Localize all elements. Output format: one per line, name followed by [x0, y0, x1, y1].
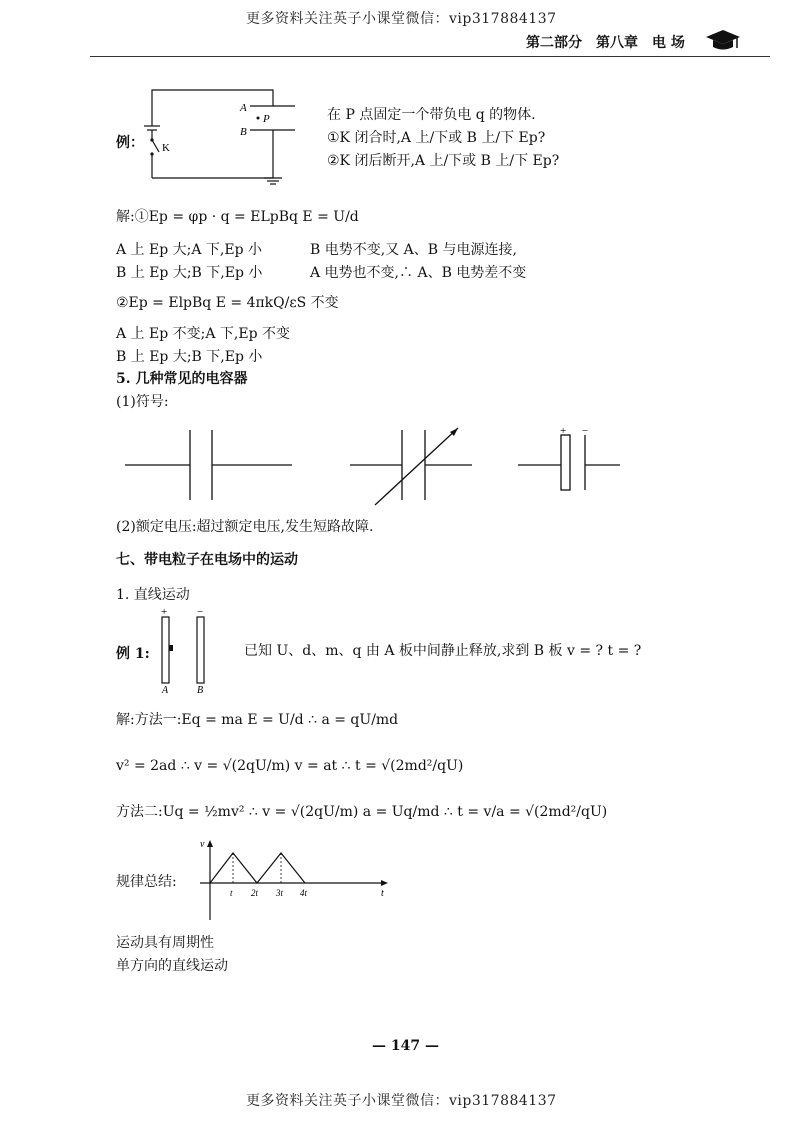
example1-question: 已知 U、d、m、q 由 A 板中间静止释放,求到 B 板 v = ? t = ? — [244, 643, 642, 659]
solution0-l2r: A 电势也不变,∴ A、B 电势差不变 — [310, 265, 527, 281]
watermark-bottom: 更多资料关注英子小课堂微信：vip317884137 — [246, 1093, 557, 1109]
solution1-m1: 解:方法一:Eq = ma E = U/d ∴ a = qU/md — [116, 712, 399, 728]
circuit-diagram — [140, 88, 290, 188]
section7-heading: 七、带电粒子在电场中的运动 — [116, 552, 298, 568]
graph-x-axis-label: t — [381, 888, 384, 899]
solution1-m1b: v² = 2ad ∴ v = √(2qU/m) v = at ∴ t = √(2md²/qU) — [116, 758, 464, 774]
section5-rated: (2)额定电压:超过额定电压,发生短路故障. — [116, 519, 374, 535]
circuit-label-a: A — [240, 102, 247, 114]
header-title: 电 场 — [652, 35, 685, 51]
section5-heading: 5. 几种常见的电容器 — [116, 371, 248, 387]
capacitor-minus: − — [582, 425, 589, 437]
plates-diagram — [155, 605, 215, 695]
example0-q1: 在 P 点固定一个带负电 q 的物体. — [327, 107, 536, 123]
header-rule — [90, 56, 770, 57]
section5-symbol-label: (1)符号: — [116, 394, 169, 410]
circuit-label-p: P — [263, 113, 270, 125]
solution0-l4: A 上 Ep 不变;A 下,Ep 不变 — [116, 326, 291, 342]
graph-y-axis-label: v — [200, 839, 205, 850]
capacitor-plus: + — [560, 425, 567, 437]
capacitor-symbols — [120, 425, 680, 510]
solution0-l1r: B 电势不变,又 A、B 与电源连接, — [310, 242, 517, 258]
graduation-cap-icon — [706, 30, 740, 52]
page-number: — 147 — — [372, 1038, 439, 1054]
solution0-lead: 解:①Ep = φp · q = ELpBq E = U/d — [116, 209, 359, 225]
example0-q2: ①K 闭合时,A 上/下或 B 上/下 Ep? — [327, 130, 546, 146]
summary-s1: 运动具有周期性 — [116, 935, 214, 951]
graph-tick-3t: 3t — [276, 888, 284, 898]
velocity-time-graph — [195, 838, 395, 923]
summary-s2: 单方向的直线运动 — [116, 958, 228, 974]
circuit-label-b: B — [240, 126, 247, 138]
graph-label: 规律总结: — [116, 874, 177, 890]
solution0-l1: A 上 Ep 大;A 下,Ep 小 — [116, 242, 263, 258]
graph-tick-2t: 2t — [251, 888, 259, 898]
plate-label-b: B — [197, 685, 204, 696]
plate-plus: + — [161, 606, 168, 618]
solution0-l2: B 上 Ep 大;B 下,Ep 小 — [116, 265, 263, 281]
graph-tick-t: t — [230, 888, 233, 898]
example1-label: 例 1: — [116, 646, 150, 662]
solution0-l5: B 上 Ep 大;B 下,Ep 小 — [116, 349, 263, 365]
header-part: 第二部分 — [526, 35, 582, 51]
plate-label-a: A — [162, 685, 169, 696]
circuit-label-k: K — [162, 142, 170, 154]
solution0-l3: ②Ep = ElpBq E = 4πkQ/εS 不变 — [116, 295, 339, 311]
watermark-top: 更多资料关注英子小课堂微信：vip317884137 — [246, 11, 557, 27]
header-chapter: 第八章 — [596, 35, 638, 51]
example0-label: 例： — [116, 135, 144, 151]
section7-sub1: 1. 直线运动 — [116, 587, 190, 603]
plate-minus: − — [197, 606, 204, 618]
solution1-m2: 方法二:Uq = ½mv² ∴ v = √(2qU/m) a = Uq/md ∴ t = v/a = √(2md²/qU) — [116, 804, 608, 820]
graph-tick-4t: 4t — [300, 888, 308, 898]
example0-q3: ②K 闭后断开,A 上/下或 B 上/下 Ep? — [327, 153, 560, 169]
